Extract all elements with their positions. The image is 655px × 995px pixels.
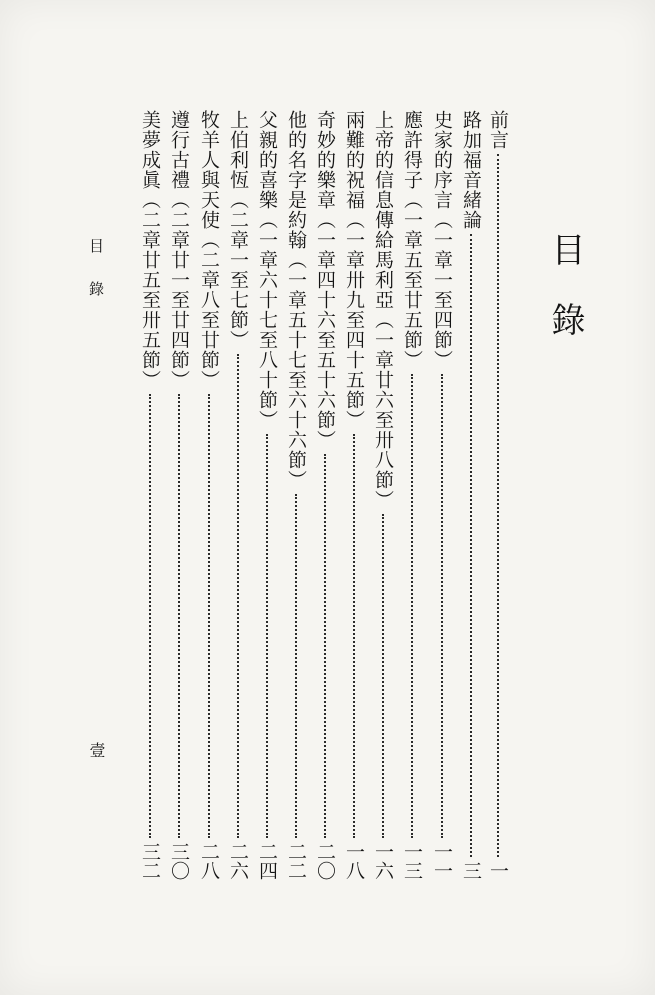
- toc-entry[interactable]: [430, 110, 454, 880]
- toc-entry-page: 一八: [343, 842, 365, 880]
- toc-entry[interactable]: [459, 110, 483, 880]
- toc-entry-title: 史家的序言（一章一至四節）: [431, 110, 453, 370]
- toc-entry-title: 他的名字是約翰（一章五十七至六十六節）: [285, 110, 307, 490]
- toc-entry-title: 前言: [487, 110, 509, 150]
- toc-entry-page: 二四: [256, 842, 278, 880]
- toc-entry[interactable]: [197, 110, 221, 880]
- dot-leader: [178, 394, 180, 838]
- running-head: 目錄: [87, 238, 105, 324]
- dot-leader: [353, 434, 355, 838]
- toc-entry-title: 遵行古禮（二章廿一至廿四節）: [168, 110, 190, 390]
- dot-leader: [266, 434, 268, 838]
- toc-entry-title: 路加福音緒論: [460, 110, 482, 230]
- toc-entry-page: 三二: [139, 842, 161, 880]
- toc-title: 目錄: [545, 232, 585, 372]
- toc-entry[interactable]: [226, 110, 250, 880]
- dot-leader: [237, 354, 239, 838]
- toc-entry[interactable]: [400, 110, 424, 880]
- toc-entry[interactable]: [371, 110, 395, 880]
- dot-leader: [470, 234, 472, 857]
- dot-leader: [208, 394, 210, 838]
- toc-entry[interactable]: [342, 110, 366, 880]
- toc-entry[interactable]: [313, 110, 337, 880]
- dot-leader: [497, 154, 499, 857]
- toc-entry[interactable]: [138, 110, 162, 880]
- toc-entry-page: 二〇: [314, 842, 336, 880]
- dot-leader: [441, 374, 443, 838]
- toc-entry-title: 美夢成眞（二章廿五至卅五節）: [139, 110, 161, 390]
- dot-leader: [382, 514, 384, 838]
- toc-entry-page: 二二: [285, 842, 307, 880]
- dot-leader: [295, 494, 297, 838]
- dot-leader: [324, 454, 326, 838]
- toc-entry-title: 應許得子（一章五至廿五節）: [401, 110, 423, 370]
- toc-entry-title: 上帝的信息傳給馬利亞（一章廿六至卅八節）: [372, 110, 394, 510]
- toc-entry-title: 兩難的祝福（一章卅九至四十五節）: [343, 110, 365, 430]
- toc-entry-title: 父親的喜樂（一章六十七至八十節）: [256, 110, 278, 430]
- toc-entry-page: 三: [460, 861, 482, 880]
- toc-entry-page: 一三: [401, 842, 423, 880]
- toc-entry-page: 二八: [198, 842, 220, 880]
- toc-entry-page: 一一: [431, 842, 453, 880]
- toc-entry[interactable]: [486, 110, 510, 880]
- dot-leader: [149, 394, 151, 838]
- toc-entry[interactable]: [167, 110, 191, 880]
- toc-entry[interactable]: [284, 110, 308, 880]
- toc-entry-page: 二六: [227, 842, 249, 880]
- toc-entry-title: 牧羊人與天使（二章八至廿節）: [198, 110, 220, 390]
- dot-leader: [411, 374, 413, 838]
- toc-entry[interactable]: [255, 110, 279, 880]
- page-number: 壹: [87, 742, 106, 758]
- toc-entry-page: 一: [487, 861, 509, 880]
- toc-entry-title: 上伯利恆（二章一至七節）: [227, 110, 249, 350]
- toc-entry-page: 一六: [372, 842, 394, 880]
- toc-entry-page: 三〇: [168, 842, 190, 880]
- toc-entry-title: 奇妙的樂章（一章四十六至五十六節）: [314, 110, 336, 450]
